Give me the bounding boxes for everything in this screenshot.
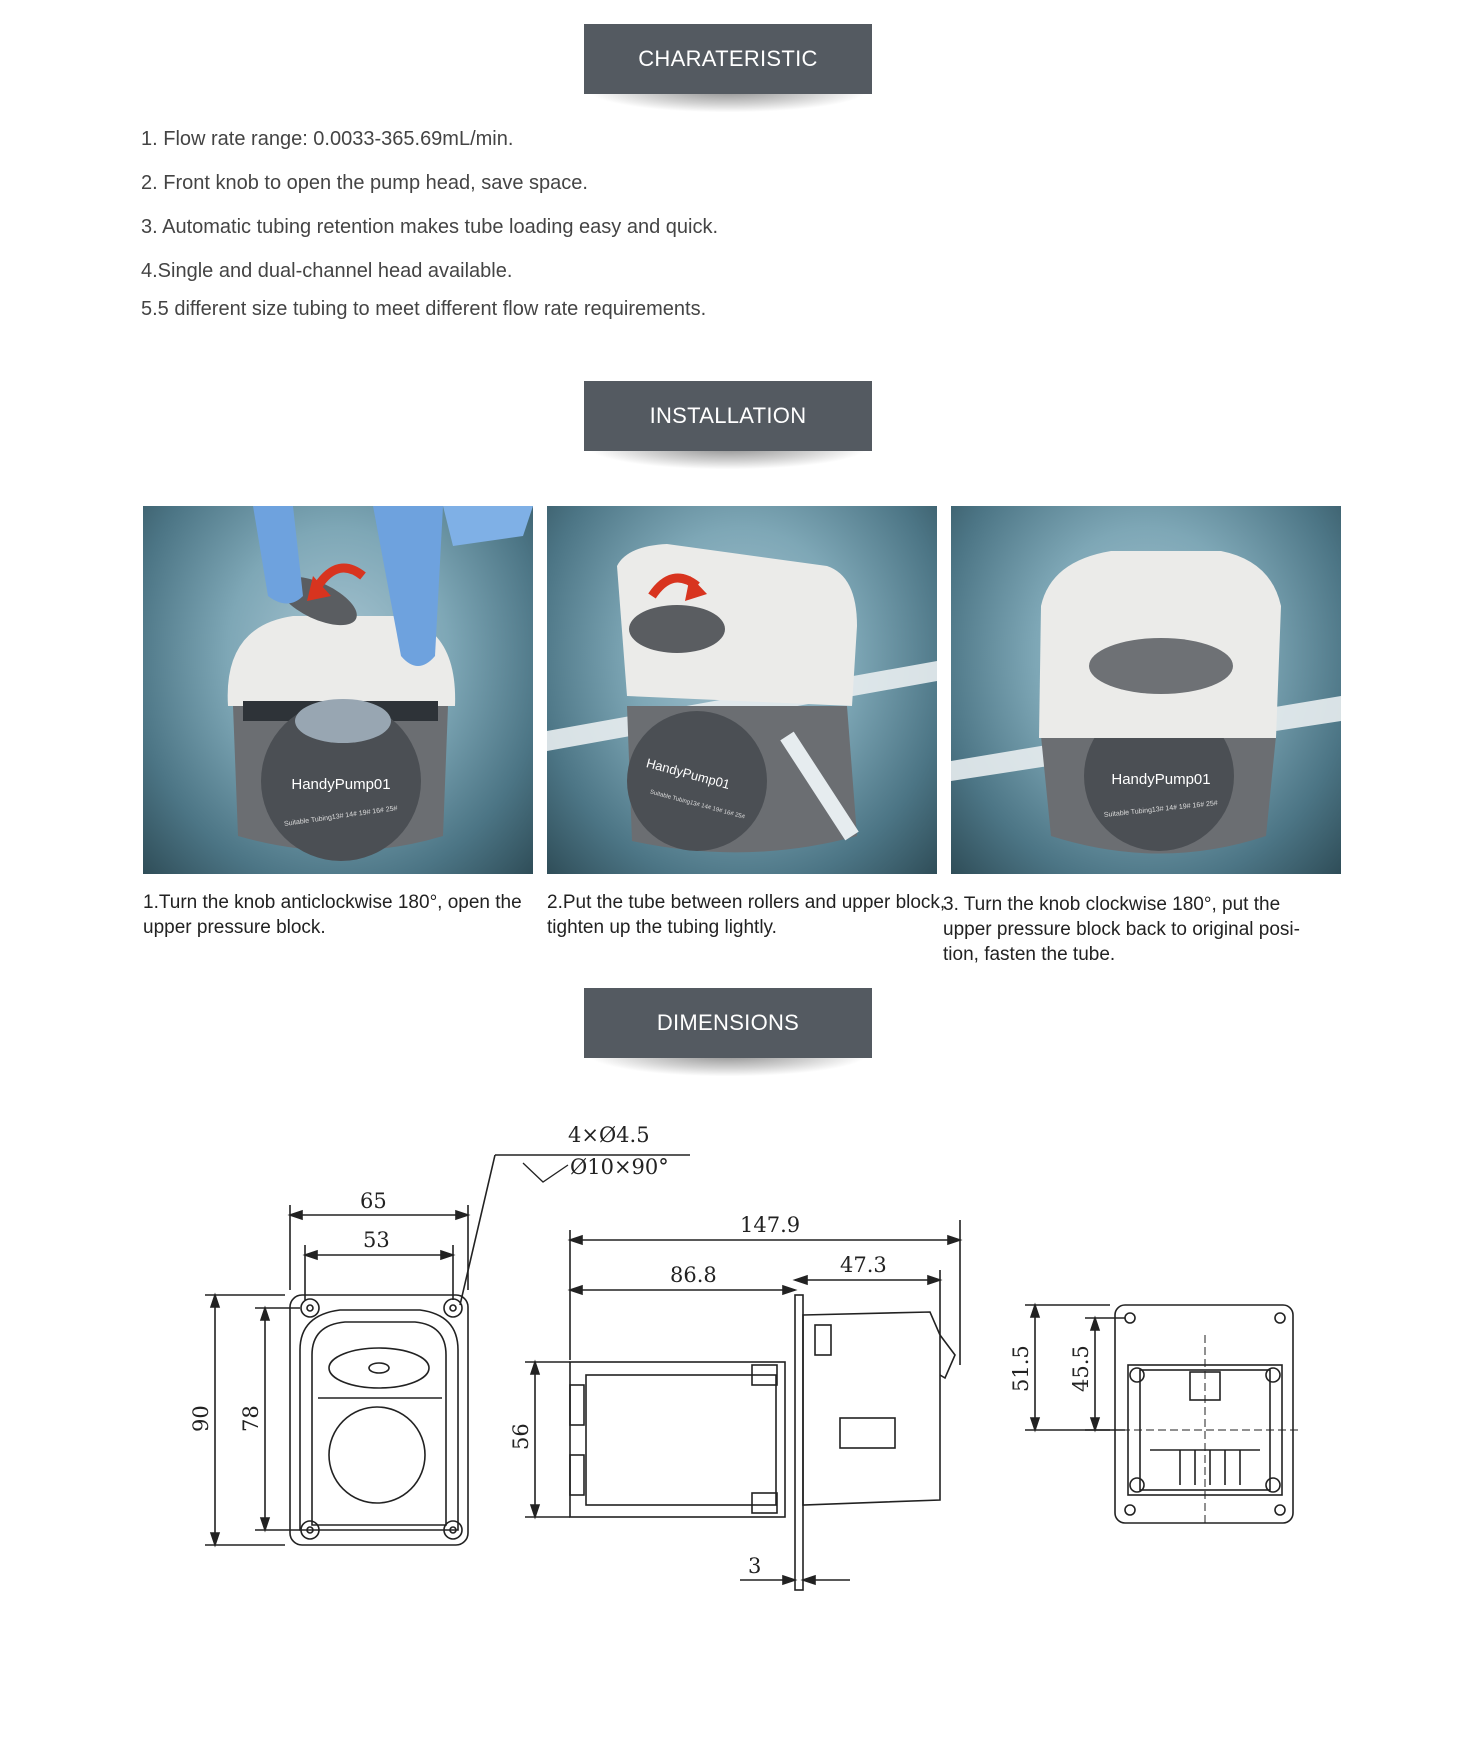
install-photo-step-2 (547, 506, 937, 874)
dimensions-banner (584, 988, 872, 1058)
motor-height-label: 56 (509, 1423, 533, 1450)
feature-item: 2. Front knob to open the pump head, save space. (141, 172, 588, 194)
installation-title: INSTALLATION (584, 381, 872, 451)
front-height-outer-label: 90 (189, 1405, 213, 1432)
feature-item: 4.Single and dual-channel head available. (141, 260, 513, 282)
plate-thickness-label: 3 (748, 1554, 762, 1578)
pump-brand-label: HandyPump01 (644, 755, 732, 793)
pump-brand-label: HandyPump01 (291, 776, 391, 793)
front-width-outer-label: 65 (360, 1189, 387, 1213)
install-caption-step-3: 3. Turn the knob clockwise 180°, put the upper pressure block back to original posi-tion, fasten the tube. (943, 894, 1300, 965)
motor-length-label: 86.8 (670, 1263, 717, 1287)
install-photo-step-3 (951, 506, 1341, 874)
install-caption-step-1: 1.Turn the knob anticlockwise 180°, open the upper pressure block. (143, 892, 522, 938)
characteristic-banner (584, 24, 872, 94)
install-caption-step-2: 2.Put the tube between rollers and upper block, tighten up the tubing lightly. (547, 892, 946, 938)
front-height-inner-label: 78 (239, 1405, 263, 1432)
feature-item: 1. Flow rate range: 0.0033-365.69mL/min. (141, 128, 514, 150)
hole-spec-label: 4×Ø4.5 (568, 1123, 650, 1147)
feature-item: 5.5 different size tubing to meet different flow rate requirements. (141, 298, 707, 320)
rear-height-outer-label: 51.5 (1009, 1345, 1033, 1392)
characteristic-title: CHARATERISTIC (584, 24, 872, 94)
dimension-drawing (150, 1110, 1330, 1615)
tubing-label: Suitable Tubing13# 14# 19# 16# 25# (283, 805, 398, 828)
feature-item: 3. Automatic tubing retention makes tube loading easy and quick. (141, 216, 719, 238)
tubing-label: Suitable Tubing13# 14# 19# 16# 25# (1103, 800, 1219, 819)
tubing-label: Suitable Tubing13# 14# 19# 16# 25# (649, 789, 746, 821)
total-length-label: 147.9 (740, 1213, 801, 1237)
head-length-label: 47.3 (840, 1253, 887, 1277)
installation-banner (584, 381, 872, 451)
install-photo-step-1 (143, 506, 533, 874)
dimensions-title: DIMENSIONS (584, 988, 872, 1058)
rear-height-inner-label: 45.5 (1069, 1345, 1093, 1392)
pump-brand-label: HandyPump01 (1111, 771, 1211, 788)
front-width-inner-label: 53 (363, 1228, 390, 1252)
countersink-label: Ø10×90° (570, 1155, 669, 1179)
